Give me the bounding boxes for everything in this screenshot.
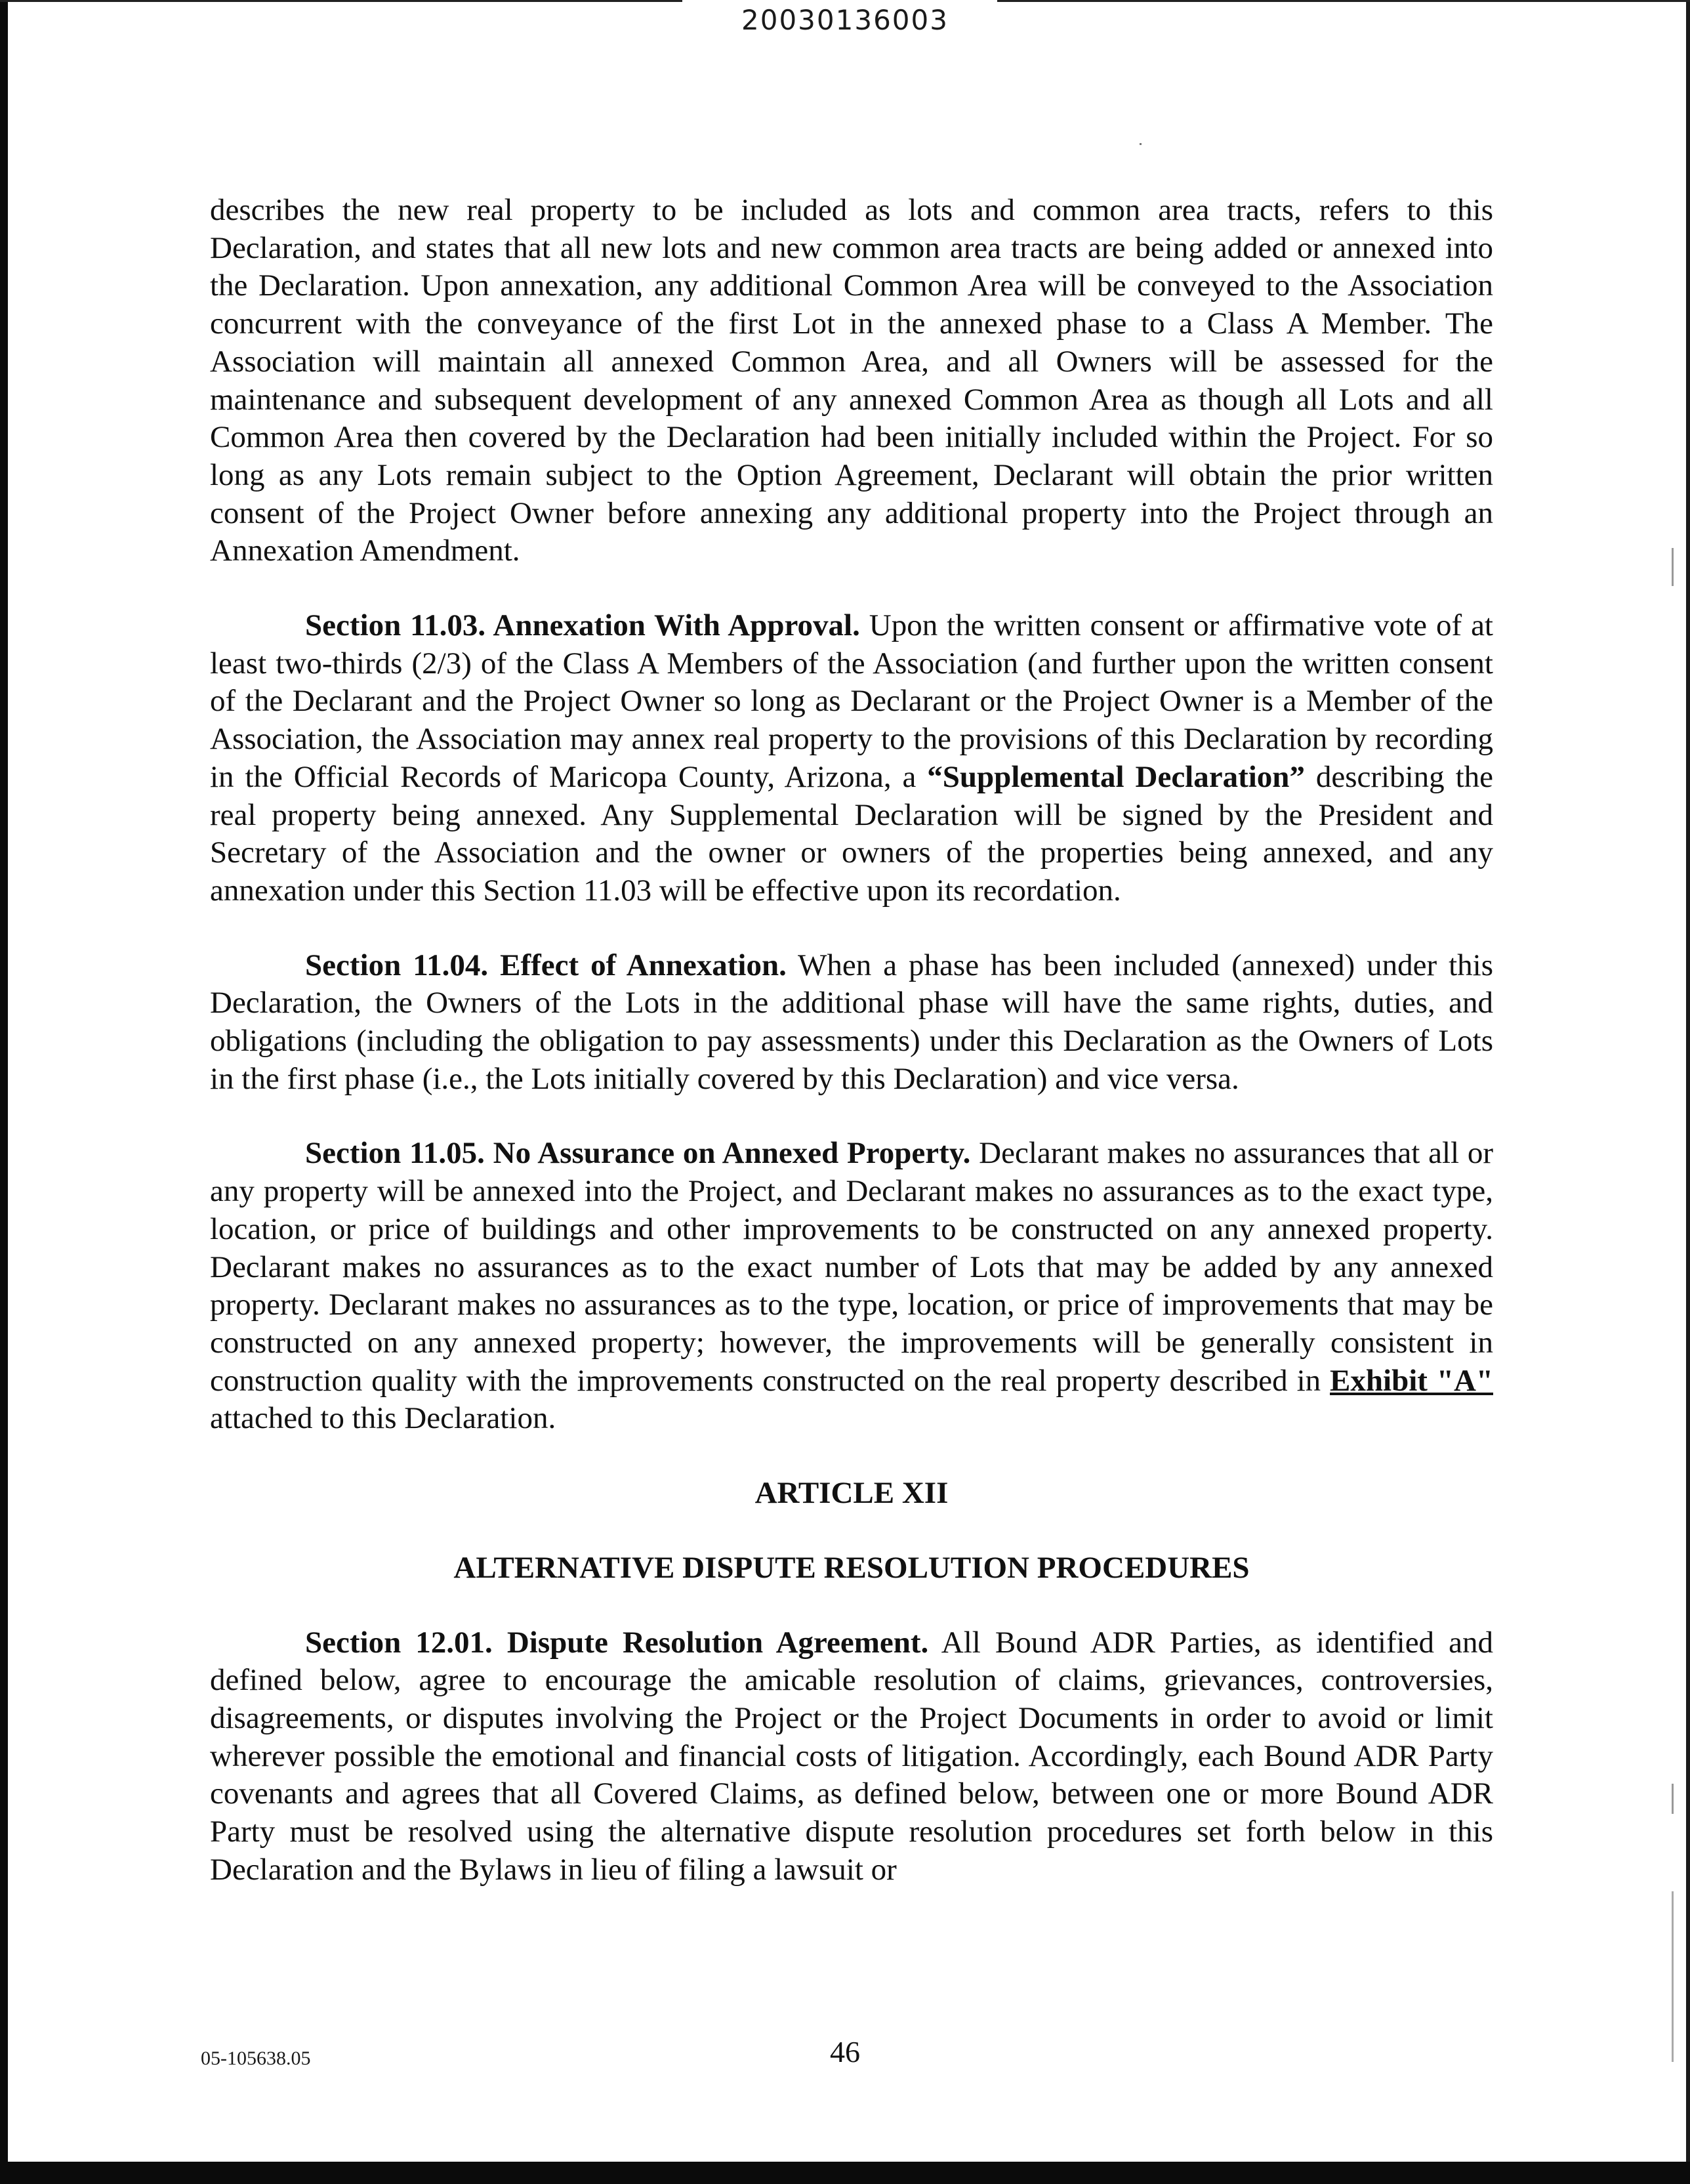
section-text: Declarant makes no assurances that all or any property will be annexed into the Project, and Declarant makes no assurances as to the exact type, location, or price of buildings and other improvements to be constructed on any annexed property. Declarant makes no assurances as to the exact number of Lots that may be added by any annexed property. Declarant makes no assurances as to the type, location, or price of improvements that may be constructed on any annexed property; however, the improvements will be generally consistent in construction quality with the improvements constructed on the real property described in [210, 1136, 1493, 1398]
section-text: Upon the written consent or affirmative vote of at least two-thirds (2/3) of the Class A Members of the Association (and further upon the written consent of the Declarant and the Project Owner so long as Declarant or the Project Owner is a Member of the Association, the Association may annex real property to the provisions of this Declaration by recording in the Official Records of Maricopa County, Arizona, a [210, 608, 1493, 794]
scan-edge-left [0, 0, 8, 2184]
page-body [210, 192, 1493, 1925]
section-heading: Section 11.04. Effect of Annexation. [305, 948, 787, 982]
section-heading: Section 11.05. No Assurance on Annexed Property. [305, 1136, 971, 1171]
section-text: attached to this Declaration. [210, 1401, 556, 1436]
paragraph-annexation-continued: describes the new real property to be included as lots and common area tracts, refers to this Declaration, and states that all new lots and new common area tracts are being added or annexed into the Declaration. Upon annexation, any additional Common Area will be conveyed to the Association concurrent with the conveyance of the first Lot in the annexed phase to a Class A Member. The Association will maintain all annexed Common Area, and all Owners will be assessed for the maintenance and subsequent development of any annexed Common Area as though all Lots and all Common Area then covered by the Declaration had been initially included within the Project. For so long as any Lots remain subject to the Option Agreement, Declarant will obtain the prior written consent of the Project Owner before annexing any additional property into the Project through an Annexation Amendment. [210, 193, 1493, 568]
defined-term: “Supplemental Declaration” [927, 759, 1305, 794]
section-text: describing the real property being annexed. Any Supplemental Declaration will be signed by the President and Secretary of the Association and the owner or owners of the properties being annexed, and any annexation under this Section 11.03 will be effective upon its recordation. [210, 759, 1493, 908]
article-number: ARTICLE XII [754, 1476, 949, 1511]
header-rule-left [0, 0, 682, 2]
header-rule-right [997, 0, 1690, 2]
section-11-05 [210, 1135, 1493, 1438]
section-heading: Section 11.03. Annexation With Approval. [305, 608, 860, 643]
article-title: ALTERNATIVE DISPUTE RESOLUTION PROCEDURES [453, 1550, 1250, 1585]
scan-edge-bottom [0, 2162, 1690, 2184]
section-text: When a phase has been included (annexed) under this Declaration, the Owners of the Lots in the additional phase will have the same rights, duties, and obligations (including the obligation to pay assessments) under this Declaration as the Owners of Lots in the first phase (i.e., the Lots initially covered by this Declaration) and vice versa. [210, 948, 1493, 1096]
section-11-04 [210, 947, 1493, 1099]
document-code: 05-105638.05 [201, 2048, 311, 2069]
section-heading: Section 12.01. Dispute Resolution Agreement. [305, 1625, 929, 1660]
recording-number: 20030136003 [741, 4, 949, 36]
scan-edge-right [1686, 0, 1690, 2184]
section-12-01 [210, 1624, 1493, 1889]
page-number: 46 [830, 2035, 860, 2068]
section-text: All Bound ADR Parties, as identified and defined below, agree to encourage the amicable resolution of claims, grievances, controversies, disagreements, or disputes involving the Project or the Project Documents in order to avoid or limit wherever possible the emotional and financial costs of litigation. Accordingly, each Bound ADR Party covenants and agrees that all Covered Claims, as defined below, between one or more Bound ADR Party must be resolved using the alternative dispute resolution procedures set forth below in this Declaration and the Bylaws in lieu of filing a lawsuit or [210, 1625, 1493, 1887]
scan-speck [1672, 1784, 1674, 1814]
scan-speck [1140, 143, 1142, 145]
section-11-03 [210, 607, 1493, 910]
scan-speck [1672, 548, 1674, 586]
exhibit-reference: Exhibit "A" [1330, 1363, 1493, 1398]
